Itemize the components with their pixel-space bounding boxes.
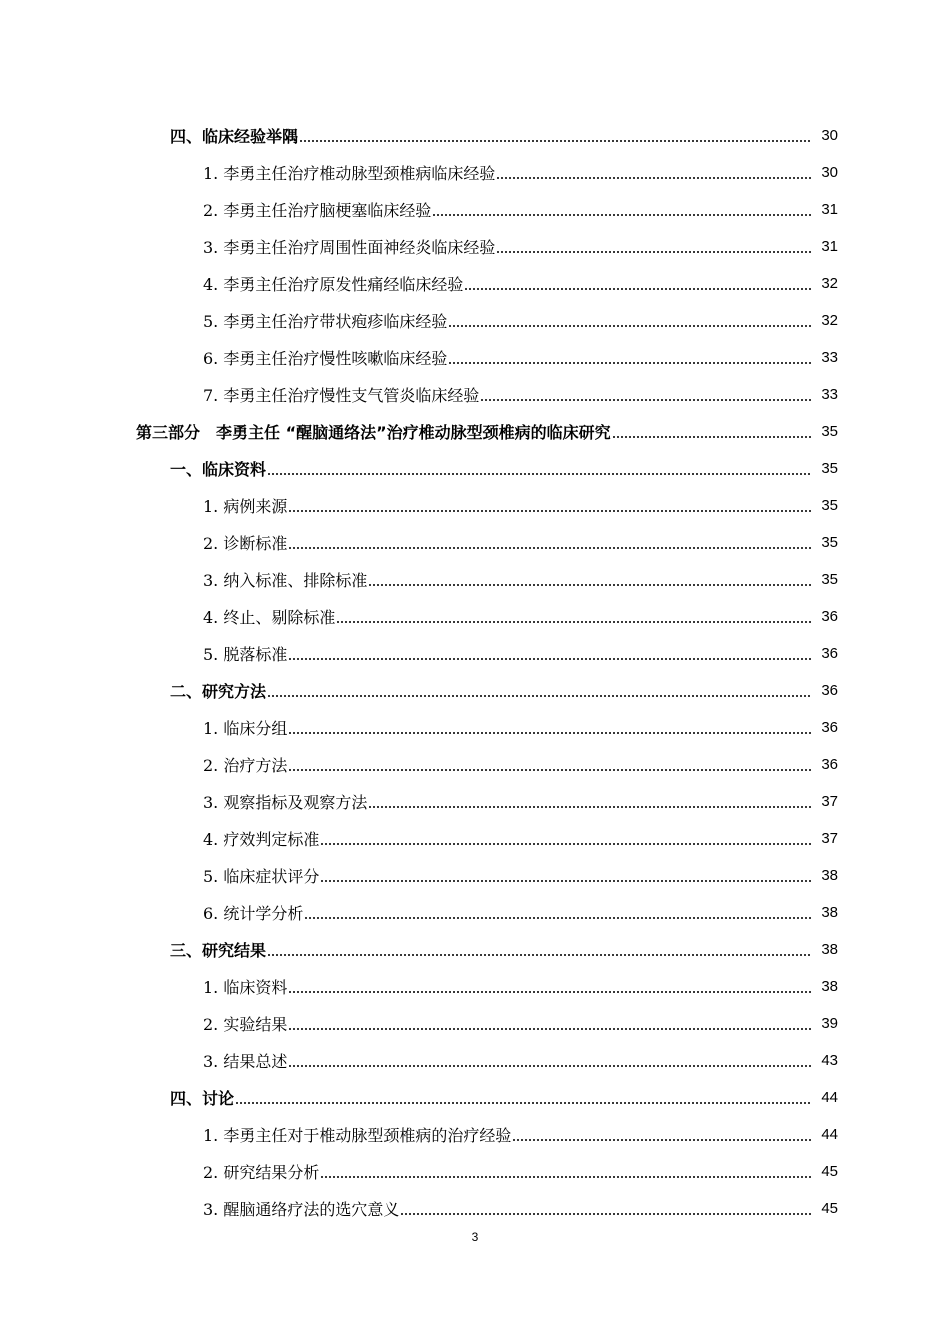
toc-entry[interactable] (0, 1042, 950, 1079)
dot-leader (267, 941, 812, 959)
toc-entry-title: 2. 研究结果分析 (203, 1160, 319, 1183)
toc-entry-title: 6. 李勇主任治疗慢性咳嗽临床经验 (203, 346, 447, 369)
dot-leader (304, 904, 812, 922)
dot-leader (288, 978, 812, 996)
toc-entry-page: 37 (821, 793, 838, 810)
toc-entry-page: 35 (821, 571, 838, 588)
toc-entry-page: 38 (821, 867, 838, 884)
toc-entry-title: 4. 李勇主任治疗原发性痛经临床经验 (203, 272, 463, 295)
toc-entry-title: 5. 脱落标准 (203, 642, 287, 665)
toc-entry-title: 1. 李勇主任对于椎动脉型颈椎病的治疗经验 (203, 1123, 511, 1146)
dot-leader (235, 1089, 812, 1107)
toc-entry-page: 33 (821, 386, 838, 403)
toc-entry-page: 36 (821, 682, 838, 699)
toc-entry-page: 35 (821, 497, 838, 514)
toc-entry[interactable] (0, 524, 950, 561)
toc-entry-title: 3. 醒脑通络疗法的选穴意义 (203, 1197, 399, 1220)
toc-entry-page: 36 (821, 719, 838, 736)
toc-entry-title: 四、临床经验举隅 (170, 124, 298, 147)
toc-entry[interactable] (0, 931, 950, 968)
toc-entry[interactable] (0, 746, 950, 783)
toc-entry[interactable] (0, 561, 950, 598)
toc-entry-page: 45 (821, 1163, 838, 1180)
toc-entry-title: 2. 李勇主任治疗脑梗塞临床经验 (203, 198, 431, 221)
toc-entry[interactable] (0, 1005, 950, 1042)
toc-entry-page: 35 (821, 423, 838, 440)
toc-entry[interactable] (0, 302, 950, 339)
dot-leader (448, 349, 812, 367)
toc-entry[interactable] (0, 1153, 950, 1190)
toc-entry-title: 4. 终止、剔除标准 (203, 605, 335, 628)
toc-entry-page: 35 (821, 534, 838, 551)
dot-leader (368, 793, 812, 811)
toc-entry-title: 5. 李勇主任治疗带状疱疹临床经验 (203, 309, 447, 332)
dot-leader (432, 201, 812, 219)
toc-entry[interactable] (0, 635, 950, 672)
toc-entry[interactable] (0, 709, 950, 746)
dot-leader (288, 719, 812, 737)
dot-leader (320, 867, 812, 885)
dot-leader (288, 497, 812, 515)
toc-entry-title: 6. 统计学分析 (203, 901, 303, 924)
toc-entry[interactable] (0, 413, 950, 450)
toc-entry-page: 30 (821, 127, 838, 144)
toc-entry-title: 二、研究方法 (170, 679, 266, 702)
toc-entry-title: 一、临床资料 (170, 457, 266, 480)
toc-entry-title: 2. 治疗方法 (203, 753, 287, 776)
dot-leader (464, 275, 812, 293)
toc-entry[interactable] (0, 894, 950, 931)
toc-entry-title: 1. 临床分组 (203, 716, 287, 739)
toc-entry-title: 1. 李勇主任治疗椎动脉型颈椎病临床经验 (203, 161, 495, 184)
toc-entry-title: 3. 观察指标及观察方法 (203, 790, 367, 813)
toc-entry-title: 5. 临床症状评分 (203, 864, 319, 887)
toc-entry[interactable] (0, 154, 950, 191)
toc-entry[interactable] (0, 1079, 950, 1116)
dot-leader (288, 1015, 812, 1033)
toc-entry-title: 3. 结果总述 (203, 1049, 287, 1072)
dot-leader (299, 127, 812, 145)
toc-entry-page: 43 (821, 1052, 838, 1069)
toc-entry-page: 38 (821, 904, 838, 921)
toc-entry-page: 37 (821, 830, 838, 847)
dot-leader (612, 423, 812, 441)
dot-leader (320, 830, 812, 848)
toc-entry-page: 32 (821, 312, 838, 329)
toc-entry[interactable] (0, 672, 950, 709)
toc-entry-title: 3. 李勇主任治疗周围性面神经炎临床经验 (203, 235, 495, 258)
toc-entry-page: 39 (821, 1015, 838, 1032)
toc-entry-title: 1. 病例来源 (203, 494, 287, 517)
toc-entry-title: 第三部分 李勇主任 “醒脑通络法”治疗椎动脉型颈椎病的临床研究 (136, 420, 611, 443)
toc-entry[interactable] (0, 487, 950, 524)
table-of-contents (0, 117, 950, 1227)
dot-leader (368, 571, 812, 589)
toc-entry-title: 4. 疗效判定标准 (203, 827, 319, 850)
toc-entry-page: 36 (821, 645, 838, 662)
toc-entry[interactable] (0, 228, 950, 265)
toc-entry-page: 38 (821, 941, 838, 958)
toc-entry[interactable] (0, 1116, 950, 1153)
toc-entry-page: 31 (821, 238, 838, 255)
toc-entry-title: 2. 实验结果 (203, 1012, 287, 1035)
toc-entry-page: 38 (821, 978, 838, 995)
toc-entry[interactable] (0, 598, 950, 635)
toc-entry[interactable] (0, 450, 950, 487)
dot-leader (288, 1052, 812, 1070)
toc-entry-title: 3. 纳入标准、排除标准 (203, 568, 367, 591)
dot-leader (480, 386, 812, 404)
toc-entry[interactable] (0, 191, 950, 228)
dot-leader (496, 238, 812, 256)
dot-leader (267, 460, 812, 478)
toc-entry[interactable] (0, 339, 950, 376)
toc-entry-page: 36 (821, 756, 838, 773)
toc-entry-page: 44 (821, 1089, 838, 1106)
toc-entry[interactable] (0, 265, 950, 302)
toc-entry-title: 1. 临床资料 (203, 975, 287, 998)
toc-entry-title: 四、讨论 (170, 1086, 234, 1109)
toc-entry-page: 33 (821, 349, 838, 366)
page-number: 3 (471, 1230, 479, 1244)
toc-entry[interactable] (0, 783, 950, 820)
toc-entry-title: 2. 诊断标准 (203, 531, 287, 554)
toc-entry[interactable] (0, 1190, 950, 1227)
toc-entry[interactable] (0, 376, 950, 413)
dot-leader (496, 164, 812, 182)
dot-leader (512, 1126, 812, 1144)
toc-entry-title: 三、研究结果 (170, 938, 266, 961)
toc-entry-page: 36 (821, 608, 838, 625)
toc-entry[interactable] (0, 117, 950, 154)
toc-entry-page: 30 (821, 164, 838, 181)
toc-entry-title: 7. 李勇主任治疗慢性支气管炎临床经验 (203, 383, 479, 406)
dot-leader (288, 645, 812, 663)
toc-entry-page: 32 (821, 275, 838, 292)
dot-leader (267, 682, 812, 700)
toc-entry-page: 44 (821, 1126, 838, 1143)
toc-entry-page: 45 (821, 1200, 838, 1217)
dot-leader (288, 756, 812, 774)
dot-leader (336, 608, 812, 626)
dot-leader (400, 1200, 812, 1218)
dot-leader (448, 312, 812, 330)
dot-leader (288, 534, 812, 552)
toc-entry[interactable] (0, 820, 950, 857)
toc-entry-page: 31 (821, 201, 838, 218)
toc-entry[interactable] (0, 968, 950, 1005)
dot-leader (320, 1163, 812, 1181)
toc-entry[interactable] (0, 857, 950, 894)
toc-entry-page: 35 (821, 460, 838, 477)
